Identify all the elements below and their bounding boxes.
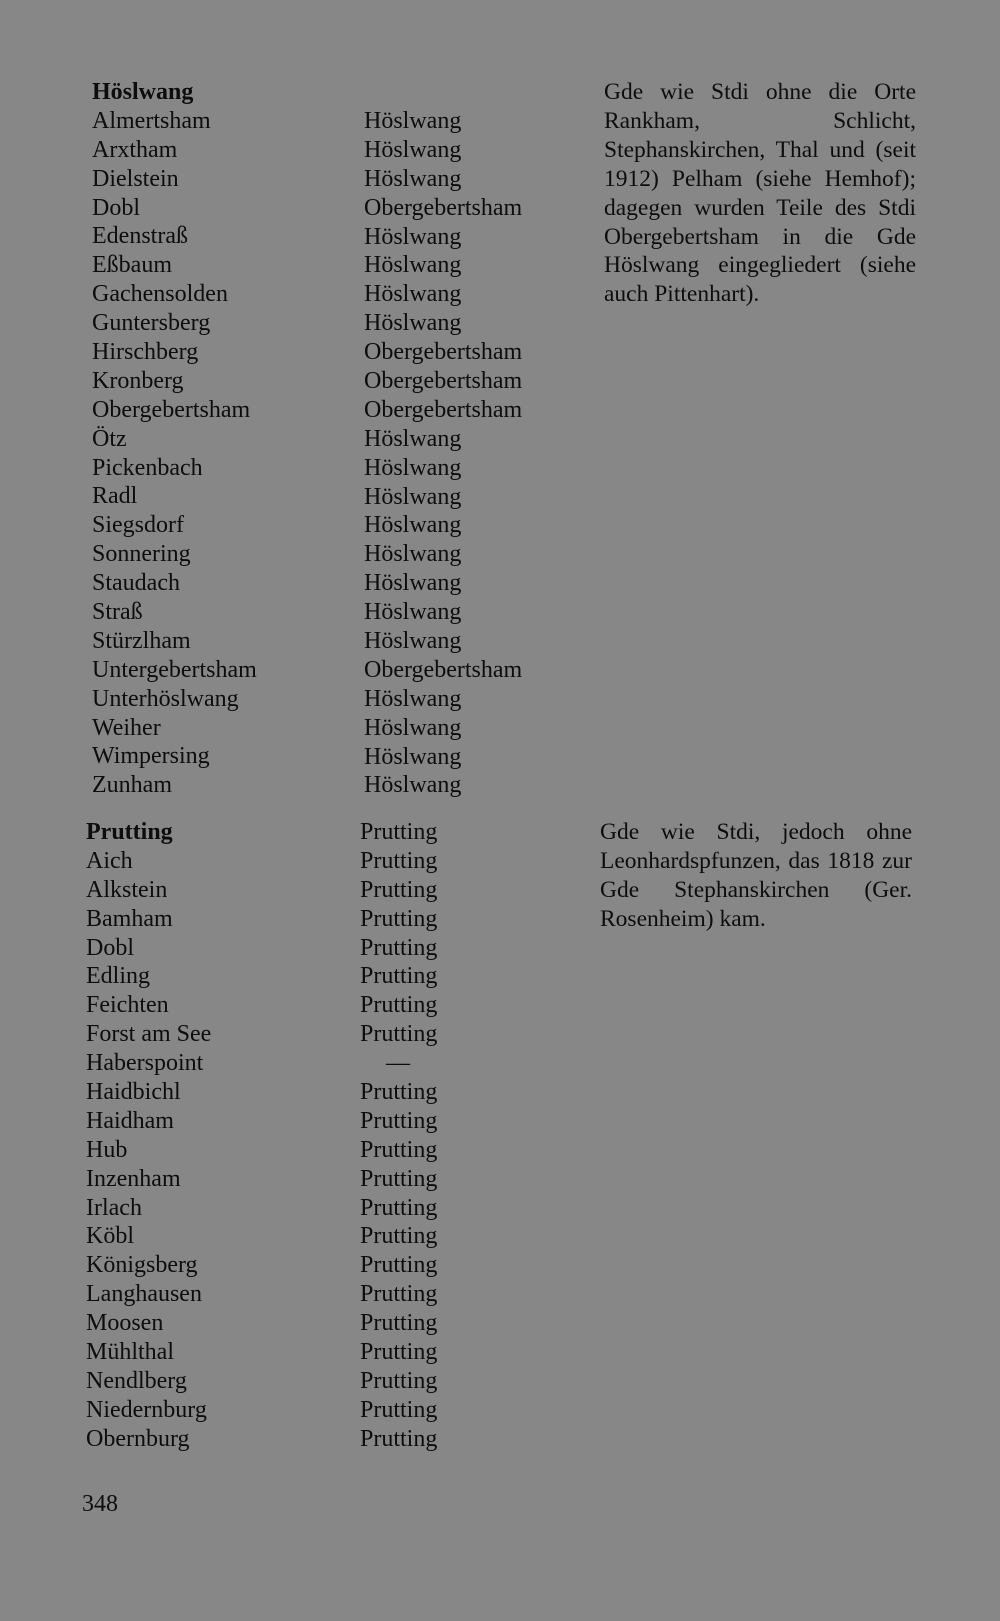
place-name: Obergebertsham [92,396,251,423]
place-name: Nendlberg [86,1367,187,1394]
gemeinde-name: Prutting [360,1425,438,1452]
place-name: Dielstein [92,165,179,192]
gemeinde-name: Prutting [360,963,438,990]
place-name: Mühlthal [86,1339,174,1366]
place-name: Eßbaum [92,252,172,279]
gemeinde-name: Obergebertsham [364,396,523,423]
place-name: Bamham [86,905,173,932]
gemeinde-name: Prutting [360,905,438,932]
gemeinde-name: Prutting [360,1107,438,1134]
gemeinde-name: — [386,1050,410,1077]
place-name: Niedernburg [86,1396,207,1423]
gemeinde-name: Höslwang [364,685,462,712]
place-name: Forst am See [86,1021,212,1048]
gemeinde-name: Prutting [360,1396,438,1423]
gemeinde-column [364,107,594,800]
gemeinde-column [360,818,590,1454]
gemeinde-name: Höslwang [364,165,462,192]
place-name: Kronberg [92,367,184,394]
gemeinde-name: Höslwang [364,281,462,308]
place-name: Edling [86,963,150,990]
gemeinde-name: Höslwang [364,743,462,770]
place-name: Köbl [86,1223,134,1250]
place-name: Dobl [86,934,134,961]
place-name: Inzenham [86,1165,181,1192]
section-heading: Höslwang [92,79,194,105]
gemeinde-name: Prutting [360,1194,438,1221]
place-name: Sonnering [92,541,191,568]
gemeinde-name: Höslwang [364,599,462,626]
gemeinde-name: Höslwang [364,136,462,163]
gemeinde-name: Höslwang [364,108,462,134]
place-name: Irlach [86,1194,142,1221]
place-name: Obernburg [86,1425,190,1452]
gemeinde-name: Höslwang [364,570,462,597]
place-name: Zunham [92,772,172,799]
place-name: Untergebertsham [92,656,257,683]
gemeinde-name: Prutting [360,1310,438,1337]
place-name: Alkstein [86,876,168,903]
place-name: Staudach [92,570,180,597]
place-name: Almertsham [92,107,211,134]
place-name: Haberspoint [86,1050,204,1077]
place-name: Aich [86,847,133,874]
place-name: Haidbichl [86,1079,181,1106]
gemeinde-name: Prutting [360,1021,438,1048]
gemeinde-name: Prutting [360,992,438,1019]
gemeinde-name: Obergebertsham [364,339,523,366]
gemeinde-name: Höslwang [364,512,462,539]
place-name: Siegsdorf [92,512,184,539]
gemeinde-name: Prutting [360,1339,438,1366]
gemeinde-name: Prutting [360,1281,438,1308]
gemeinde-name: Höslwang [364,714,462,741]
place-name: Dobl [92,194,140,221]
section-heading: Prutting [86,819,173,845]
gemeinde-name: Höslwang [364,223,462,250]
gemeinde-name: Höslwang [364,425,462,452]
place-name: Edenstraß [92,223,188,250]
gemeinde-name: Höslwang [364,310,462,337]
gemeinde-name: Prutting [360,1079,438,1106]
section-note: Gde wie Stdi, jedoch ohne Leonhardspfunzen, das 1818 zur Gde Stephanskirchen (Ger. Rosenheim) kam. [600,819,912,932]
place-name: Straß [92,599,143,626]
gemeinde-name: Obergebertsham [364,656,523,683]
gemeinde-name: Prutting [360,1223,438,1250]
place-name: Pickenbach [92,454,203,481]
section-note: Gde wie Stdi ohne die Orte Rankham, Schlicht, Stephanskirchen, Thal und (seit 1912) Pelham (siehe Hemhof); dagegen wurden Teile des Stdi Obergebertsham in die Gde Höslwang eingegliedert (siehe auch Pittenhart). [604,79,916,308]
gemeinde-name: Prutting [360,1367,438,1394]
gemeinde-name: Höslwang [364,541,462,568]
place-name: Feichten [86,992,169,1019]
place-name: Moosen [86,1310,164,1337]
gemeinde-name: Obergebertsham [364,368,523,395]
gemeinde-name: Prutting [360,876,438,903]
gemeinde-name: Höslwang [364,628,462,655]
place-column [86,818,346,1454]
place-name: Gachensolden [92,281,228,308]
place-name: Hirschberg [92,339,199,366]
gemeinde-name: Prutting [360,934,438,961]
gemeinde-name: Prutting [360,1165,438,1192]
place-column [92,78,352,800]
place-name: Hub [86,1136,128,1163]
gemeinde-name: Höslwang [364,483,462,510]
place-name: Arxtham [92,136,178,163]
place-name: Unterhöslwang [92,685,239,712]
gemeinde-name: Obergebertsham [364,194,523,221]
gemeinde-name: Höslwang [364,252,462,279]
gemeinde-name: Prutting [360,847,438,874]
place-name: Radl [92,483,138,510]
gemeinde-name: Höslwang [364,454,462,481]
place-name: Weiher [92,714,161,741]
place-name: Wimpersing [92,743,210,770]
place-name: Ötz [92,425,127,452]
place-name: Stürzlham [92,627,191,654]
place-name: Langhausen [86,1281,202,1308]
page-number: 348 [82,1491,118,1517]
gemeinde-name: Prutting [360,819,438,845]
gemeinde-name: Höslwang [364,772,462,799]
place-name: Guntersberg [92,310,211,337]
place-name: Haidham [86,1107,174,1134]
gemeinde-name: Prutting [360,1136,438,1163]
gemeinde-name: Prutting [360,1252,438,1279]
place-name: Königsberg [86,1252,198,1279]
